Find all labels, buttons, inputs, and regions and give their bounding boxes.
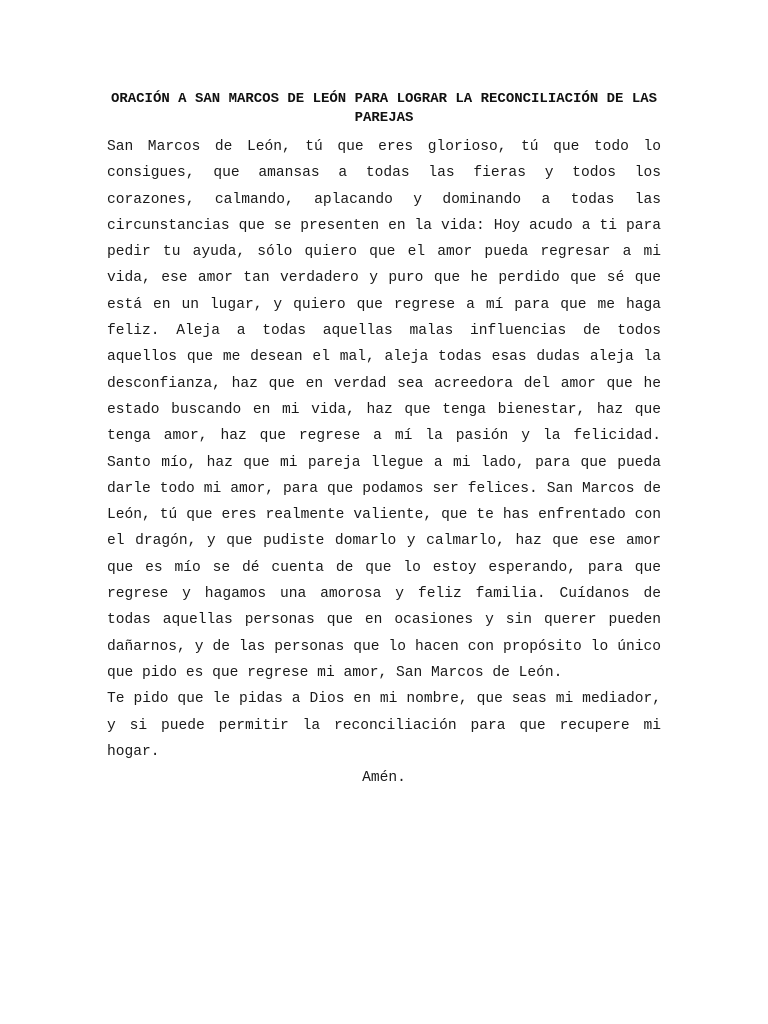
prayer-paragraph-request: Te pido que le pidas a Dios en mi nombre, que seas mi mediador, y si puede permitir la reconciliación para que recupere mi hogar. (107, 691, 661, 760)
prayer-paragraph-main: San Marcos de León, tú que eres glorioso, tú que todo lo consigues, que amansas a todas las fieras y todos los corazones, calmando, aplacando y dominando a todas las circunstancias que se presenten en la vida: Hoy acudo a ti para pedir tu ayuda, sólo quiero que el amor pueda regresar a mi vida, ese amor tan verdadero y puro que he perdido que sé que está en un lugar, y quiero que regrese a mí para que me haga feliz. Aleja a todas aquellas malas influencias de todos aquellos que me desean el mal, aleja todas esas dudas aleja la desconfianza, haz que en verdad sea acreedora del amor que he estado buscando en mi vida, haz que tenga bienestar, haz que tenga amor, haz que regrese a mí la pasión y la felicidad. Santo mío, haz que mi pareja llegue a mi lado, para que pueda darle todo mi amor, para que podamos ser felices. San Marcos de León, tú que eres realmente valiente, que te has enfrentado con el dragón, y que pudiste domarlo y calmarlo, haz que ese amor que es mío se dé cuenta de que lo estoy esperando, para que regrese y hagamos una amorosa y feliz familia. Cuídanos de todas aquellas personas que en ocasiones y sin querer pueden dañarnos, y de las personas que lo hacen con propósito lo único que pido es que regrese mi amor, San Marcos de León. (107, 139, 661, 681)
document-page (107, 90, 661, 791)
document-title: ORACIÓN A SAN MARCOS DE LEÓN PARA LOGRAR LA RECONCILIACIÓN DE LAS PAREJAS (110, 91, 658, 126)
prayer-closing: Amén. (362, 770, 406, 787)
